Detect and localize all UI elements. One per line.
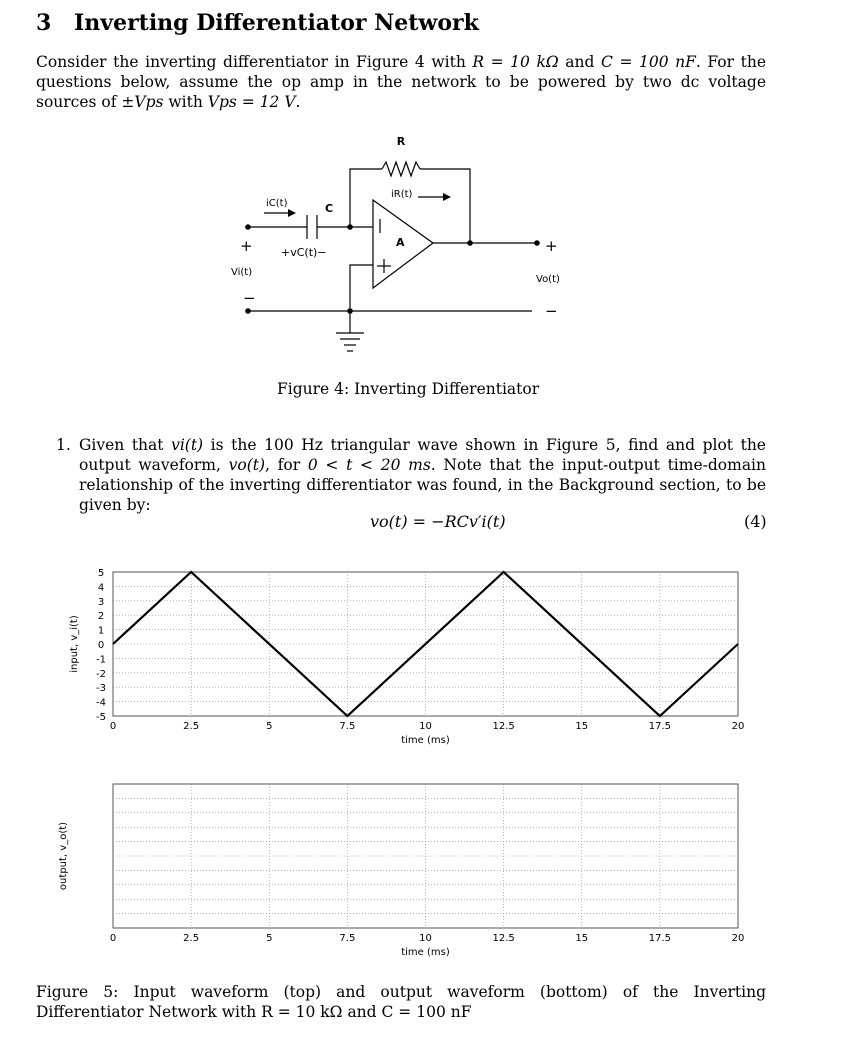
question-text-part: , for bbox=[265, 456, 308, 474]
question-number: 1. bbox=[56, 436, 71, 454]
intro-text: Consider the inverting differentiator in Figure 4 with bbox=[36, 53, 473, 71]
x-tick-label: 20 bbox=[731, 933, 745, 944]
x-tick-label: 0 bbox=[109, 933, 117, 944]
intro-supply-symbol: ±Vps bbox=[121, 93, 164, 111]
y-tick-label: 4 bbox=[97, 582, 105, 594]
node-inverting bbox=[347, 224, 353, 230]
x-tick-label: 10 bbox=[419, 933, 432, 944]
x-tick-label: 17.5 bbox=[648, 721, 672, 732]
intro-text: with bbox=[163, 93, 208, 111]
intro-text: and bbox=[558, 53, 602, 71]
intro-supply-value: Vps = 12 V bbox=[207, 93, 296, 111]
section-number: 3 bbox=[36, 10, 52, 36]
question-text-part: Given that bbox=[79, 436, 172, 454]
figure5-caption: Figure 5: Input waveform (top) and output waveform (bottom) of the Inverting Differentiator Network with R = 10 kΩ and C = 100 nF bbox=[36, 983, 766, 1021]
x-tick-label: 12.5 bbox=[492, 721, 515, 732]
y-tick-label: 3 bbox=[97, 596, 105, 608]
question-text-part: . Note that the input-output time-domain relationship of the inverting differentiator was found, in the Background section, to be given by: bbox=[79, 456, 766, 514]
intro-paragraph bbox=[36, 52, 766, 112]
noninv-wire bbox=[350, 265, 373, 333]
figure4-caption: Figure 4: Inverting Differentiator bbox=[277, 380, 540, 398]
x-tick-label: 10 bbox=[419, 721, 432, 732]
y-tick-label: -5 bbox=[96, 712, 106, 723]
output-chart bbox=[58, 784, 744, 958]
node-input bbox=[245, 224, 251, 230]
x-tick-label: 5 bbox=[266, 721, 273, 732]
y-tick-label: -4 bbox=[96, 697, 106, 709]
section-heading: Inverting Differentiator Network bbox=[74, 10, 479, 36]
vi-label: Vi(t) bbox=[231, 267, 253, 278]
x-tick-label: 0 bbox=[109, 721, 117, 732]
x-tick-label: 7.5 bbox=[339, 933, 356, 944]
x-tick-label: 12.5 bbox=[492, 933, 515, 944]
intro-text: . bbox=[295, 93, 301, 111]
question-vi: vi(t) bbox=[171, 436, 204, 454]
section-title bbox=[36, 10, 479, 36]
resistor-zigzag bbox=[382, 162, 420, 176]
ir-arrowhead bbox=[443, 193, 451, 201]
x-tick-label: 15 bbox=[575, 933, 589, 944]
y-tick-label: 2 bbox=[97, 611, 105, 623]
x-tick-label: 15 bbox=[575, 721, 589, 732]
ir-label: iR(t) bbox=[391, 189, 413, 200]
capacitor-label: C bbox=[325, 202, 334, 215]
intro-text: . For the questions below, assume the op amp in the network to be powered by two dc voltage sources of bbox=[36, 53, 767, 111]
equation: vo(t) = −RCv′i(t) bbox=[370, 512, 506, 531]
node-output-terminal bbox=[534, 240, 540, 246]
vi-minus-sign: − bbox=[243, 289, 256, 307]
vc-label: +vC(t)− bbox=[281, 246, 327, 259]
intro-c-value: C = 100 nF bbox=[601, 53, 696, 71]
vo-minus-sign: − bbox=[545, 302, 558, 320]
x-tick-label: 20 bbox=[731, 721, 745, 732]
ic-arrowhead bbox=[288, 209, 296, 217]
ic-label: iC(t) bbox=[266, 198, 288, 209]
node-input-ground bbox=[245, 308, 251, 314]
y-tick-label: 5 bbox=[97, 568, 105, 579]
node-output bbox=[467, 240, 473, 246]
y-axis-label: input, v_i(t) bbox=[69, 615, 80, 673]
x-tick-label: 5 bbox=[266, 933, 273, 944]
x-tick-label: 17.5 bbox=[648, 933, 672, 944]
y-tick-label: 1 bbox=[97, 625, 105, 637]
x-tick-label: 7.5 bbox=[339, 721, 356, 732]
y-tick-label: -1 bbox=[96, 654, 106, 666]
circuit-diagram bbox=[0, 120, 853, 370]
figure5-charts bbox=[0, 555, 853, 970]
y-tick-label: -3 bbox=[96, 683, 106, 695]
question-1 bbox=[56, 435, 766, 515]
x-axis-label: time (ms) bbox=[401, 947, 450, 958]
intro-r-value: R = 10 kΩ bbox=[472, 53, 559, 71]
y-axis-label: output, v_o(t) bbox=[58, 821, 69, 891]
feedback-wire-left bbox=[350, 169, 382, 193]
x-tick-label: 2.5 bbox=[183, 721, 200, 732]
question-range: 0 < t < 20 ms bbox=[307, 456, 431, 474]
opamp-label: A bbox=[396, 236, 405, 249]
vi-plus-sign: + bbox=[240, 237, 253, 255]
x-axis-label: time (ms) bbox=[401, 735, 450, 746]
question-text-part: is the 100 Hz triangular wave shown in Figure 5, find and plot the output waveform, bbox=[79, 436, 766, 474]
vo-label: Vo(t) bbox=[536, 274, 560, 285]
resistor-label: R bbox=[396, 135, 406, 148]
y-tick-label: -2 bbox=[96, 668, 106, 680]
vo-plus-sign: + bbox=[545, 237, 558, 255]
y-tick-label: 0 bbox=[97, 640, 105, 651]
question-vo: vo(t) bbox=[228, 456, 266, 474]
input-chart bbox=[69, 568, 744, 746]
feedback-wire-right bbox=[420, 169, 470, 243]
node-ground bbox=[347, 308, 353, 314]
x-tick-label: 2.5 bbox=[183, 933, 200, 944]
equation-number: (4) bbox=[744, 512, 767, 531]
question-text bbox=[79, 435, 766, 515]
